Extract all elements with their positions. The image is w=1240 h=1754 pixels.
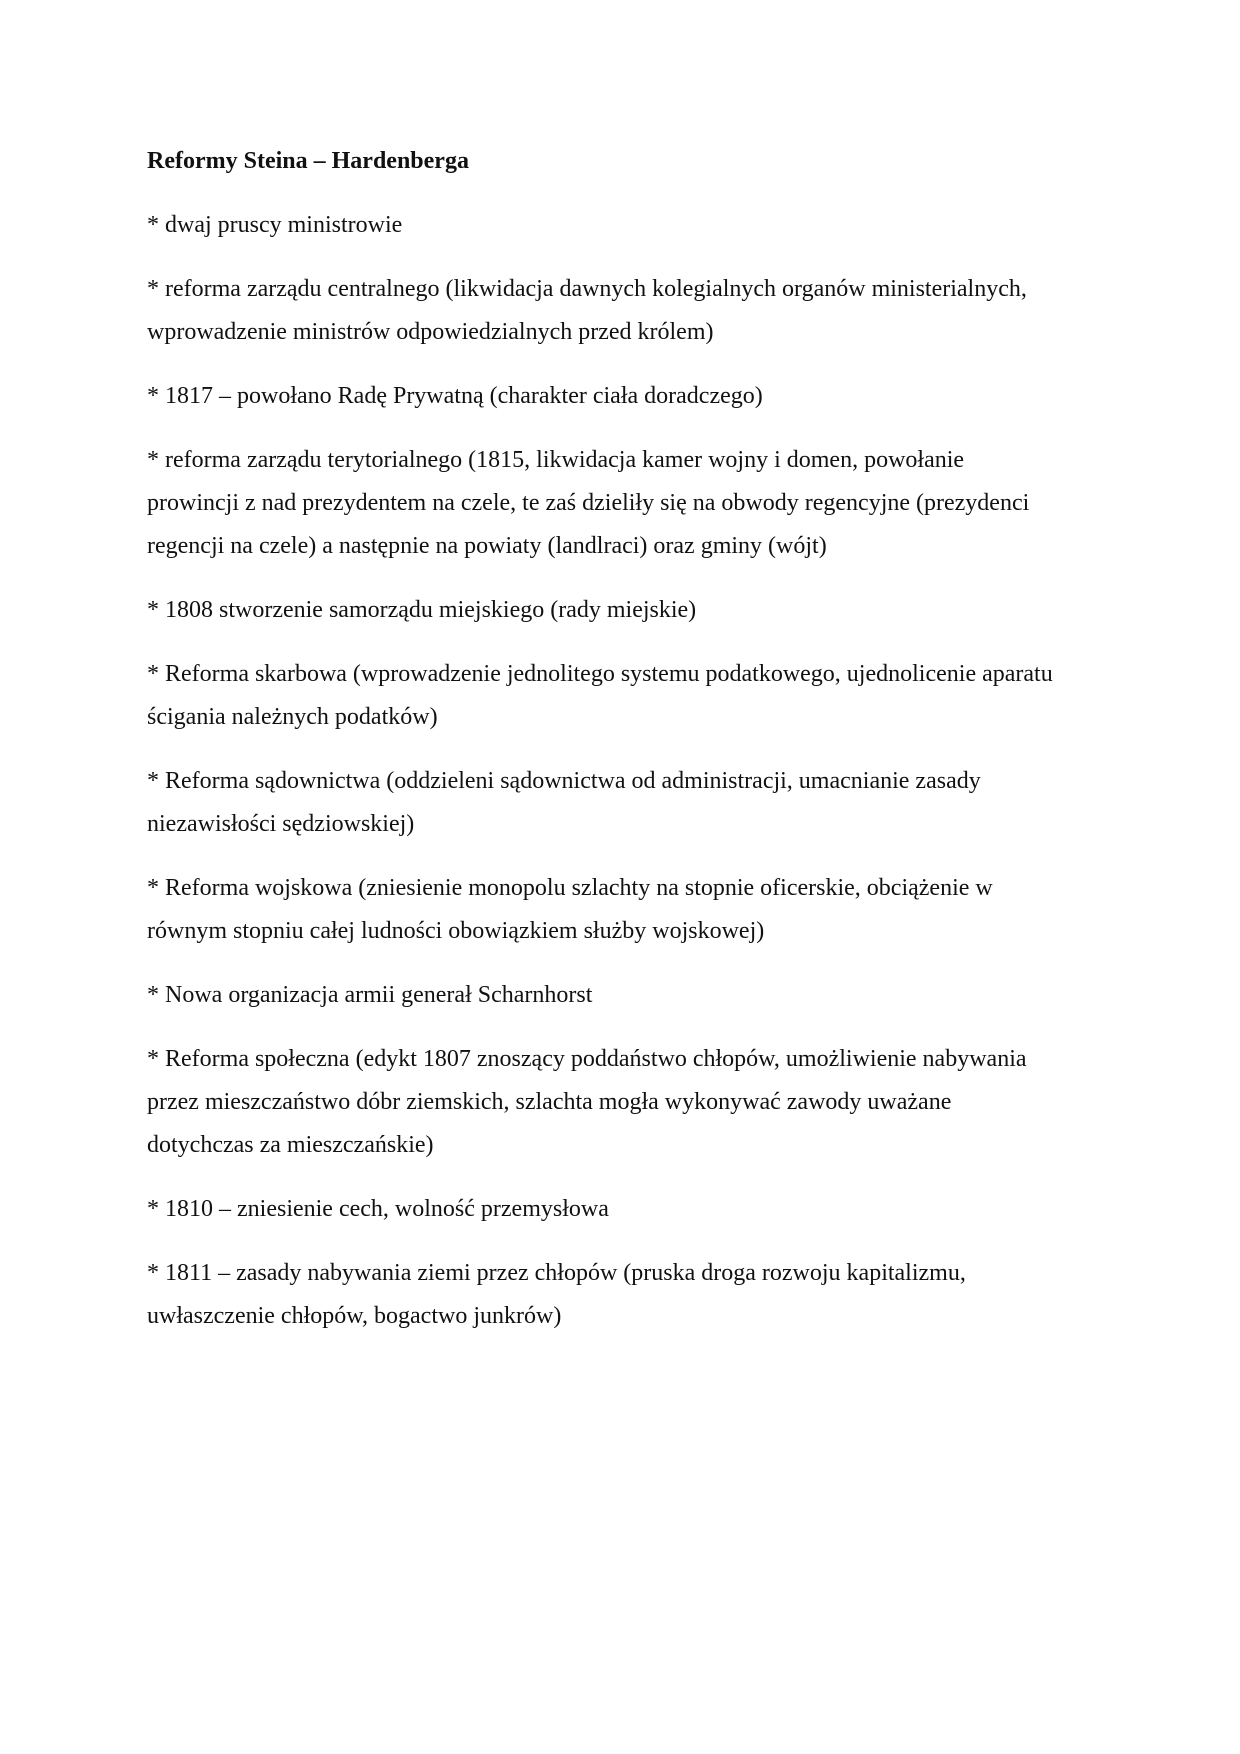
item-line: prowincji z nad prezydentem na czele, te zaś dzieliły się na obwody regencyjne (prezydenci	[147, 490, 1030, 516]
item-line: * 1817 – powołano Radę Prywatną (charakter ciała doradczego)	[147, 383, 763, 409]
item-line: * reforma zarządu terytorialnego (1815, likwidacja kamer wojny i domen, powołanie	[147, 447, 965, 473]
item-line: wprowadzenie ministrów odpowiedzialnych przed królem)	[147, 319, 714, 345]
item-line: przez mieszczaństwo dóbr ziemskich, szlachta mogła wykonywać zawody uważane	[147, 1089, 952, 1115]
item-line: uwłaszczenie chłopów, bogactwo junkrów)	[147, 1303, 562, 1329]
item-line: * dwaj pruscy ministrowie	[147, 212, 403, 238]
list-item	[147, 204, 1107, 247]
list-item	[147, 1188, 1107, 1231]
item-line: * 1808 stworzenie samorządu miejskiego (rady miejskie)	[147, 597, 697, 623]
document-content	[147, 140, 1107, 1359]
document-title: Reformy Steina – Hardenberga	[147, 148, 469, 174]
list-item	[147, 974, 1107, 1017]
list-item	[147, 268, 1107, 354]
item-line: * 1811 – zasady nabywania ziemi przez chłopów (pruska droga rozwoju kapitalizmu,	[147, 1260, 966, 1286]
list-item	[147, 1038, 1107, 1167]
item-line: dotychczas za mieszczańskie)	[147, 1132, 434, 1158]
item-line: ścigania należnych podatków)	[147, 704, 438, 730]
item-line: równym stopniu całej ludności obowiązkiem służby wojskowej)	[147, 918, 765, 944]
list-item	[147, 439, 1107, 568]
list-item	[147, 375, 1107, 418]
list-item	[147, 867, 1107, 953]
item-line: * 1810 – zniesienie cech, wolność przemysłowa	[147, 1196, 609, 1222]
list-item	[147, 760, 1107, 846]
list-item	[147, 653, 1107, 739]
item-line: * Reforma sądownictwa (oddzieleni sądownictwa od administracji, umacnianie zasady	[147, 768, 981, 794]
item-line: niezawisłości sędziowskiej)	[147, 811, 415, 837]
item-line: * reforma zarządu centralnego (likwidacja dawnych kolegialnych organów ministerialnych,	[147, 276, 1027, 302]
item-line: * Reforma społeczna (edykt 1807 znoszący poddaństwo chłopów, umożliwienie nabywania	[147, 1046, 1027, 1072]
item-line: * Reforma skarbowa (wprowadzenie jednolitego systemu podatkowego, ujednolicenie aparatu	[147, 661, 1053, 687]
list-item	[147, 589, 1107, 632]
item-line: regencji na czele) a następnie na powiaty (landlraci) oraz gminy (wójt)	[147, 533, 827, 559]
item-line: * Reforma wojskowa (zniesienie monopolu szlachty na stopnie oficerskie, obciążenie w	[147, 875, 993, 901]
list-item	[147, 1252, 1107, 1338]
item-line: * Nowa organizacja armii generał Scharnhorst	[147, 982, 593, 1008]
